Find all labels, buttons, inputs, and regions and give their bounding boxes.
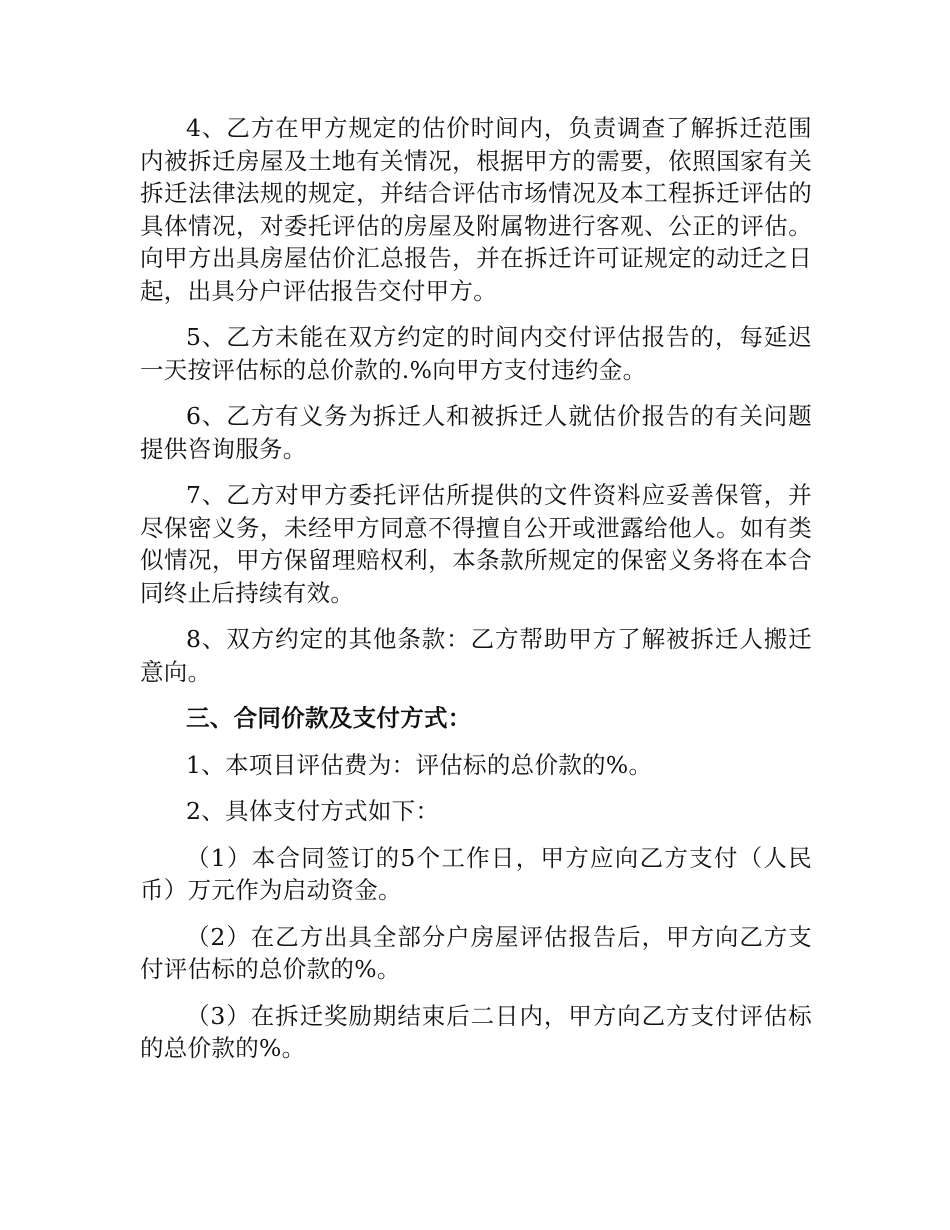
document-page xyxy=(140,112,812,1079)
payment-3-paragraph: （3）在拆迁奖励期结束后二日内，甲方向乙方支付评估标的总价款的%。 xyxy=(140,1001,812,1062)
payment-method-paragraph: 2、具体支付方式如下： xyxy=(186,797,440,825)
section-3-heading: 三、合同价款及支付方式： xyxy=(186,704,472,732)
payment-2-paragraph: （2）在乙方出具全部分户房屋评估报告后，甲方向乙方支付评估标的总价款的%。 xyxy=(140,922,812,983)
clause-5-paragraph: 5、乙方未能在双方约定的时间内交付评估报告的，每延迟一天按评估标的总价款的.%向甲方支付违约金。 xyxy=(140,323,812,384)
payment-1-paragraph: （1）本合同签订的5个工作日，甲方应向乙方支付（人民币）万元作为启动资金。 xyxy=(140,843,812,904)
clause-7-paragraph: 7、乙方对甲方委托评估所提供的文件资料应妥善保管，并尽保密义务，未经甲方同意不得擅自公开或泄露给他人。如有类似情况，甲方保留理赔权利，本条款所规定的保密义务将在本合同终止后持续有效。 xyxy=(140,481,812,607)
clause-4-paragraph: 4、乙方在甲方规定的估价时间内，负责调查了解拆迁范围内被拆迁房屋及土地有关情况，根据甲方的需要，依照国家有关拆迁法律法规的规定，并结合评估市场情况及本工程拆迁评估的具体情况，对委托评估的房屋及附属物进行客观、公正的评估。向甲方出具房屋估价汇总报告，并在拆迁许可证规定的动迁之日起，出具分户评估报告交付甲方。 xyxy=(140,114,812,305)
fee-paragraph: 1、本项目评估费为：评估标的总价款的%。 xyxy=(186,750,653,779)
clause-6-paragraph: 6、乙方有义务为拆迁人和被拆迁人就估价报告的有关问题提供咨询服务。 xyxy=(140,402,812,463)
clause-8-paragraph: 8、双方约定的其他条款：乙方帮助甲方了解被拆迁人搬迁意向。 xyxy=(140,625,812,686)
